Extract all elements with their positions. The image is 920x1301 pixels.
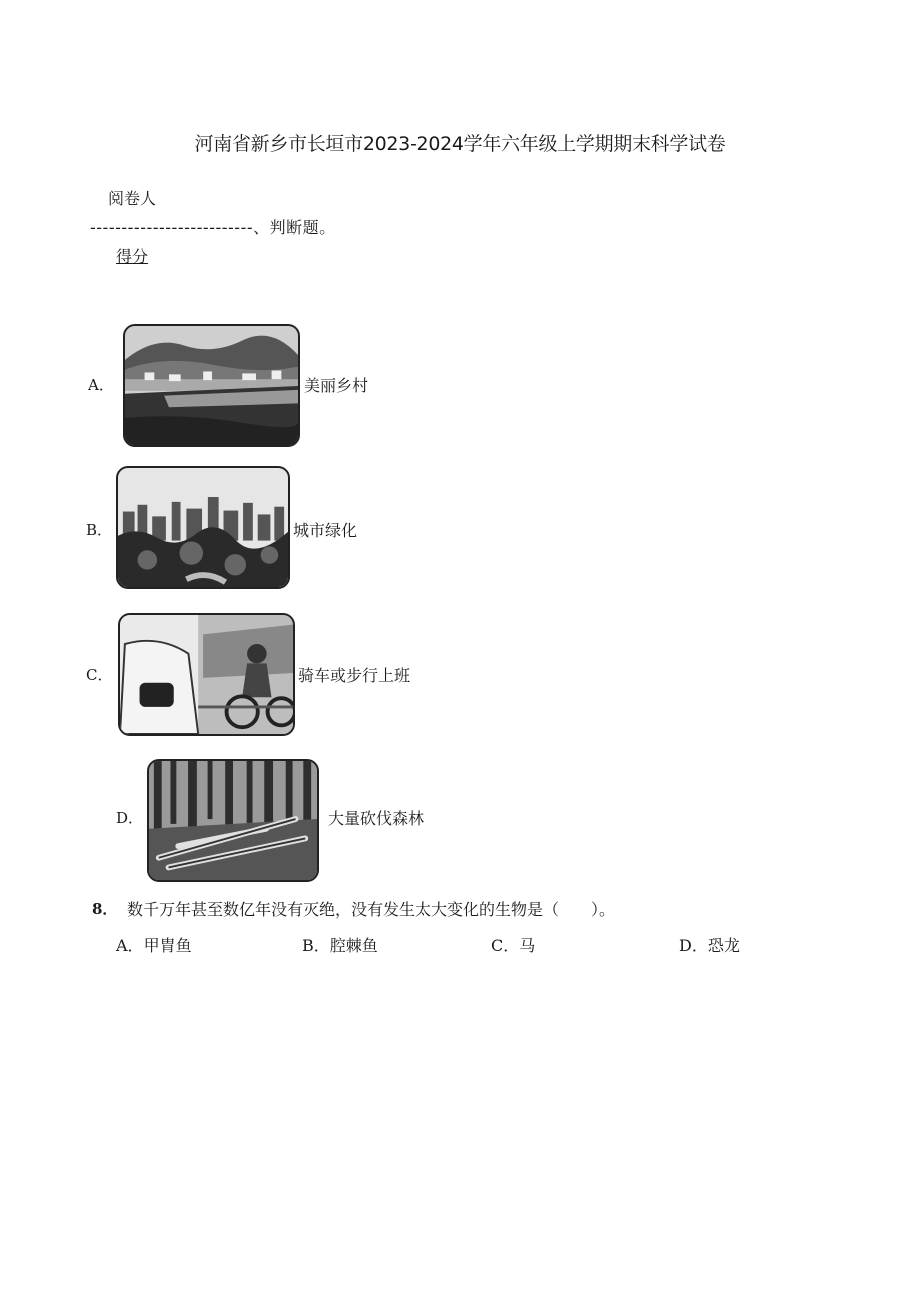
option-d-caption: 大量砍伐森林 [328, 809, 425, 828]
q8-option-d-letter: D． [679, 936, 708, 955]
q8-option-c [491, 933, 535, 956]
option-b-letter: B． [86, 521, 113, 539]
q8-option-c-text: 马 [519, 936, 536, 955]
q8-option-d [679, 933, 740, 956]
q8-option-a-text: 甲胄鱼 [143, 936, 192, 955]
option-a-letter: A． [88, 376, 114, 394]
option-b-caption: 城市绿化 [293, 521, 358, 540]
page-title: 河南省新乡市长垣市2023-2024学年六年级上学期期末科学试卷 [194, 133, 726, 155]
q8-option-b-letter: B． [302, 936, 330, 955]
section-heading: --------------------------、判断题。 [90, 218, 336, 237]
option-c-caption: 骑车或步行上班 [298, 666, 411, 685]
option-d-letter: D． [116, 809, 144, 827]
question-8-number: 8． [92, 900, 118, 918]
q8-option-b-text: 腔棘鱼 [329, 936, 378, 955]
q8-option-a [116, 933, 192, 956]
village-landscape-photo-icon [123, 324, 300, 447]
city-greening-photo-icon [116, 466, 290, 589]
option-a-caption: 美丽乡村 [304, 376, 369, 395]
deforestation-photo-icon [147, 759, 319, 882]
question-8-stem: 数千万年甚至数亿年没有灭绝，没有发生太大变化的生物是（ ）。 [127, 900, 616, 919]
q8-option-d-text: 恐龙 [707, 936, 740, 955]
score-label: 得分 [116, 247, 149, 266]
option-c-letter: C． [86, 666, 113, 684]
q8-option-c-letter: C． [491, 936, 520, 955]
reviewer-label: 阅卷人 [108, 189, 157, 208]
q8-option-b [302, 933, 378, 956]
q8-option-a-letter: A． [116, 936, 144, 955]
cycling-commute-photo-icon [118, 613, 295, 736]
